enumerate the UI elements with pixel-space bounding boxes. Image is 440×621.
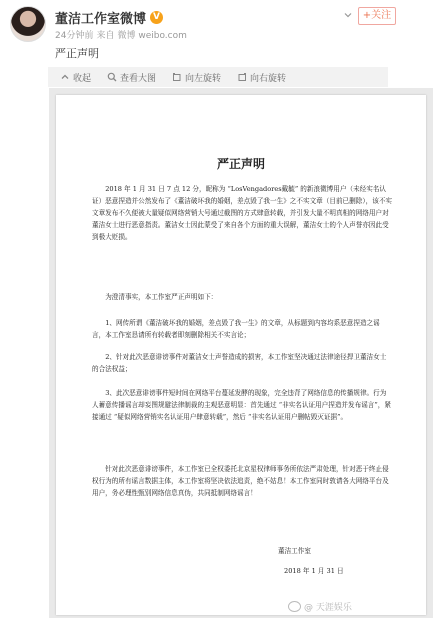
view-large-label: 查看大图	[120, 73, 157, 84]
weibo-logo-icon	[288, 601, 301, 612]
watermark	[288, 600, 352, 613]
rotate-left-icon	[172, 72, 182, 82]
statement-paragraph: 2、针对此次恶意诽谤事件对董洁女士声誉造成的损害，本工作室坚决通过法律途径捍卫董洁女士的合法权益；	[92, 353, 387, 373]
statement-paragraph: 3、此次恶意诽谤事件短时间在网络平台蔓延发酵的现象，完全违背了网络信息的传播规律。行为人蓄意传播谣言却妄图规避法律制裁的主观恶意明显：首先通过 “非实名认证用户捏造并发布谣言”，紧接通过 “疑似网络营销实名认证用户肆意转载”，然后 “非实名认证用户删帖毁灭证据”。	[92, 389, 391, 421]
user-name-row	[55, 8, 163, 27]
avatar[interactable]	[10, 6, 46, 42]
rotate-right-label: 向右旋转	[250, 73, 287, 84]
statement-paragraph: 1、网传所谓《董洁破坏我的婚姻，差点毁了我一生》的文章，从标题到内容均系恶意捏造之谣言，本工作室恳请所有转载者即刻删除相关不实言论；	[92, 319, 380, 339]
rotate-right-button[interactable]	[237, 71, 286, 84]
statement-title: 严正声明	[216, 157, 265, 171]
view-large-button[interactable]	[107, 71, 156, 84]
post-time[interactable]: 24分钟前	[55, 31, 94, 41]
post-source[interactable]: 微博 weibo.com	[117, 31, 187, 41]
statement-image[interactable]	[56, 95, 426, 615]
watermark-text: @ 天涯娱乐	[304, 603, 352, 613]
magnifier-icon	[107, 72, 117, 82]
rotate-left-button[interactable]	[172, 71, 221, 84]
follow-button[interactable]: +关注	[358, 7, 396, 25]
post-text: 严正声明	[55, 47, 99, 60]
statement-paragraph: 为澄清事实，本工作室严正声明如下：	[105, 293, 218, 301]
collapse-button[interactable]	[60, 71, 91, 84]
rotate-right-icon	[237, 72, 247, 82]
statement-paragraph: 2018 年 1 月 31 日 7 点 12 分，昵称为 “LosVengadores戴毓” 的新浪微博用户（未经实名认证）恶意捏造并公然发布了《董洁破坏我的婚姻，差点毁了我一生》之不实文章（目前已删除），该不实文章发布不久便被大量疑似网络营销大号通过截图的方式肆意转载，并引发大量不明真相的网络用户对董洁女士进行恶意指责。董洁女士因此蒙受了来自各个方面的重大误解，董洁女士的个人声誉亦因此受到极大贬损。	[92, 185, 393, 241]
collapse-label: 收起	[73, 73, 92, 84]
source-prefix: 来自	[96, 31, 115, 41]
collapse-icon	[60, 72, 70, 82]
rotate-left-label: 向左旋转	[185, 73, 222, 84]
chevron-down-icon[interactable]	[343, 10, 353, 20]
statement-date: 2018 年 1 月 31 日	[284, 567, 344, 575]
post-meta	[55, 28, 187, 41]
image-toolbar	[48, 67, 388, 87]
statement-signature: 董洁工作室	[278, 547, 311, 555]
user-name[interactable]: 董洁工作室微博	[55, 12, 147, 27]
statement-paragraph: 针对此次恶意诽谤事件，本工作室已全权委托北京星权律师事务所依法严肃处理，针对恶于终止侵权行为的所有谣言数据主体，本工作室将坚决依法追责，绝不姑息！本工作室同时敦请各大网络平台及用户，务必理性甄别网络信息真伪，共同抵制网络谣言！	[92, 465, 389, 497]
verified-icon: V	[150, 11, 163, 24]
